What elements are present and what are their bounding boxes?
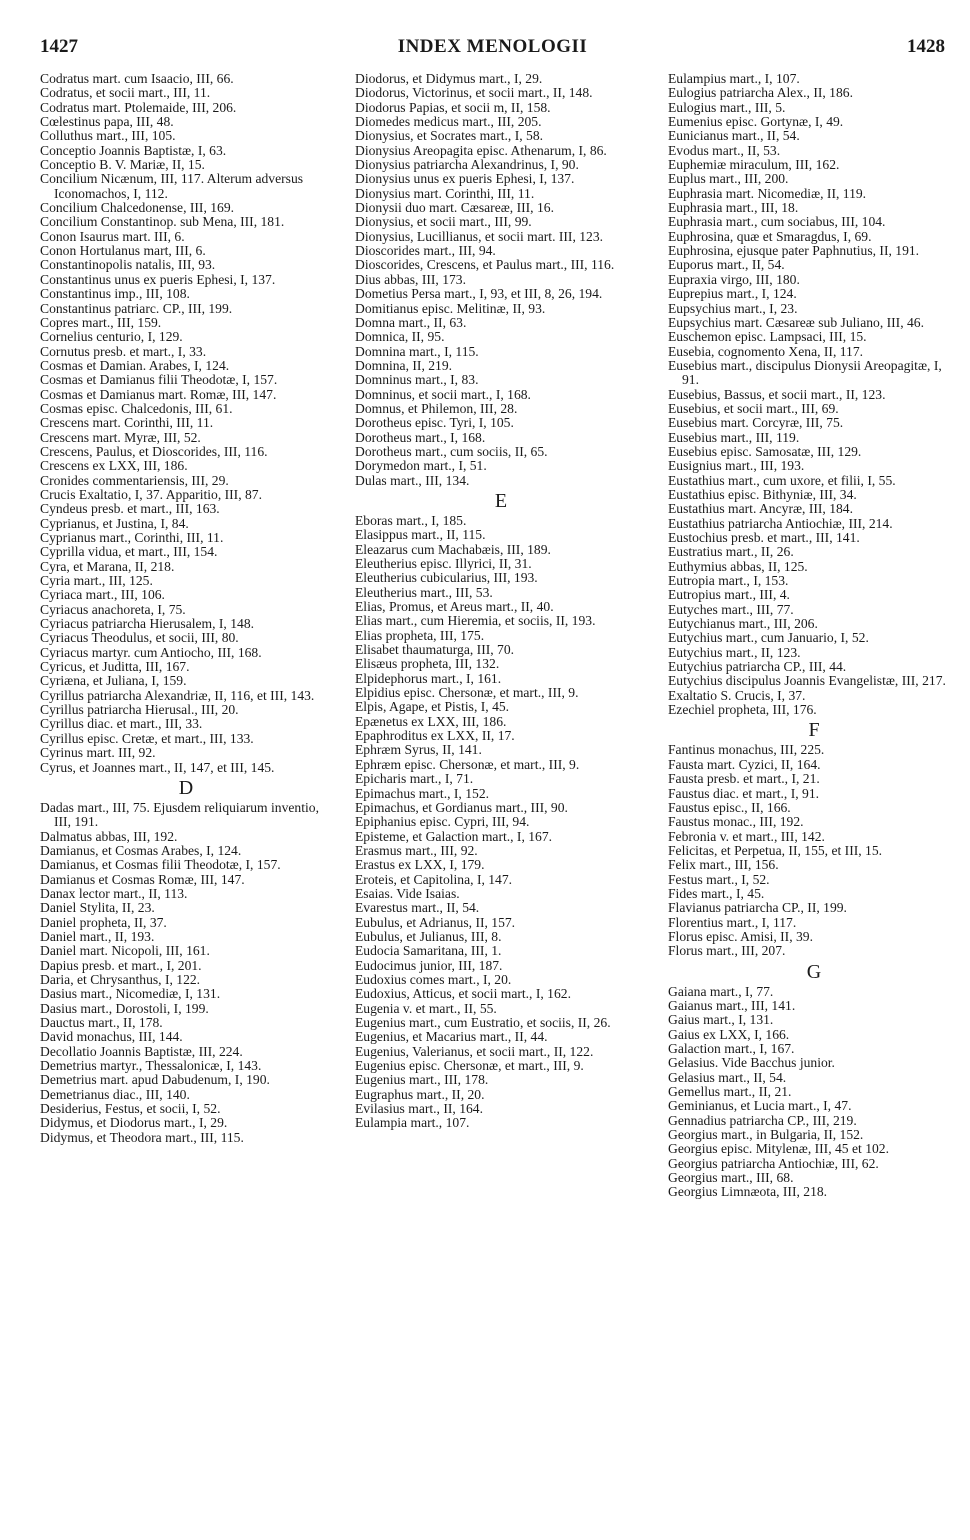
index-entry: Cyra, et Marana, II, 218. xyxy=(40,558,175,574)
index-entry: Cyrillus patriarcha Hierusal., III, 20. xyxy=(40,702,239,718)
index-entry: Evodus mart., II, 53. xyxy=(668,142,781,158)
index-entry: Dionysii duo mart. Cæsareæ, III, 16. xyxy=(355,200,554,216)
index-entry: Elias, Promus, et Areus mart., II, 40. xyxy=(355,599,554,615)
index-entry: Daniel mart. Nicopoli, III, 161. xyxy=(40,943,210,959)
index-entry: Eulampia mart., 107. xyxy=(355,1115,470,1131)
index-entry: Eleutherius episc. Illyrici, II, 31. xyxy=(355,556,532,571)
index-entry: Eubulus, et Julianus, III, 8. xyxy=(355,928,502,944)
index-entry: Gaiana mart., I, 77. xyxy=(668,983,774,999)
index-entry: Florus episc. Amisi, II, 39. xyxy=(668,928,813,944)
index-entry: Domnina, II, 219. xyxy=(355,357,453,373)
index-entry: Georgius patriarcha Antiochiæ, III, 62. xyxy=(668,1155,879,1171)
index-entry: Conon Hortulanus mart, III, 6. xyxy=(40,243,206,259)
index-entry: Felix mart., III, 156. xyxy=(668,857,779,873)
index-entry: Eusignius mart., III, 193. xyxy=(668,458,805,474)
index-entry: Ephræm episc. Chersonæ, et mart., III, 9. xyxy=(355,756,580,772)
index-entry: Eutychius discipulus Joannis Evangelistæ, III, 217. xyxy=(668,673,946,689)
index-entry: Concilium Chalcedonense, III, 169. xyxy=(40,200,235,216)
page-number-left: 1427 xyxy=(40,36,78,57)
index-entry: Euthymius abbas, II, 125. xyxy=(668,558,808,574)
index-entry: Cyprianus, et Justina, I, 84. xyxy=(40,515,189,531)
index-entry: Dauctus mart., II, 178. xyxy=(40,1015,163,1030)
index-entry: Dapius presb. et mart., I, 201. xyxy=(40,957,202,973)
index-entry: Concilium Constantinop. sub Mena, III, 181. xyxy=(40,214,285,230)
index-entry: Daniel mart., II, 193. xyxy=(40,928,155,944)
index-entry: Eudocia Samaritana, III, 1. xyxy=(355,943,502,959)
index-entry: Constantinus unus ex pueris Ephesi, I, 137. xyxy=(40,271,276,287)
index-entry: Epimachus mart., I, 152. xyxy=(355,785,490,801)
index-entry: Eudocimus junior, III, 187. xyxy=(355,957,503,973)
index-entry: Euphemiæ miraculum, III, 162. xyxy=(668,157,840,173)
index-entry: Cyrillus patriarcha Alexandriæ, II, 116, et III, 143. xyxy=(40,687,315,703)
running-title: INDEX MENOLOGII xyxy=(397,36,588,57)
index-entry: Euporus mart., II, 54. xyxy=(668,257,785,273)
index-entry: Copres mart., III, 159. xyxy=(40,314,162,330)
index-column-1 xyxy=(40,72,332,1145)
index-entry: Faustus episc., II, 166. xyxy=(668,799,791,815)
index-entry: Ezechiel propheta, III, 176. xyxy=(668,702,817,718)
index-entry: Epænetus ex LXX, III, 186. xyxy=(355,713,507,729)
index-entry: Evilasius mart., II, 164. xyxy=(355,1101,483,1117)
index-entry: Eugenius, Valerianus, et socii mart., II, 122. xyxy=(355,1043,594,1059)
index-entry: Domnina mart., I, 115. xyxy=(355,343,479,359)
index-entry: Euprepius mart., I, 124. xyxy=(668,286,797,302)
index-entry: Cosmas episc. Chalcedonis, III, 61. xyxy=(40,400,233,416)
index-entry: Cyrillus diac. et mart., III, 33. xyxy=(40,716,203,732)
index-entry: Elpidius episc. Chersonæ, et mart., III, 9. xyxy=(355,685,579,701)
index-entry: Dionysius unus ex pueris Ephesi, I, 137. xyxy=(355,171,575,187)
index-entry: Georgius mart., in Bulgaria, II, 152. xyxy=(668,1127,864,1143)
index-entry: Cyriacus Theodulus, et socii, III, 80. xyxy=(40,630,239,646)
index-entry: Cyprilla vidua, et mart., III, 154. xyxy=(40,544,218,560)
index-entry: Eutychianus mart., III, 206. xyxy=(668,616,818,632)
index-entry: Cosmas et Damian. Arabes, I, 124. xyxy=(40,357,230,373)
index-entry: Conceptio B. V. Mariæ, II, 15. xyxy=(40,157,205,173)
index-entry: Dionysius mart. Corinthi, III, 11. xyxy=(355,185,535,201)
index-entry: Gemellus mart., II, 21. xyxy=(668,1084,792,1100)
index-entry: Conceptio Joannis Baptistæ, I, 63. xyxy=(40,142,227,158)
index-entry: Gaius mart., I, 131. xyxy=(668,1012,774,1028)
index-entry: Euphrosina, quæ et Smaragdus, I, 69. xyxy=(668,228,872,244)
index-entry: Eleazarus cum Machabæis, III, 189. xyxy=(355,541,551,557)
index-entry: Danax lector mart., II, 113. xyxy=(40,885,188,901)
index-entry: Conon Isaurus mart. III, 6. xyxy=(40,228,185,244)
index-entry: Dorotheus mart., I, 168. xyxy=(355,429,486,445)
index-entry: Exaltatio S. Crucis, I, 37. xyxy=(668,687,806,703)
index-entry: Eudoxius, Atticus, et socii mart., I, 162. xyxy=(355,986,571,1002)
index-entry: Dometius Persa mart., I, 93, et III, 8, 26, 194. xyxy=(355,286,603,302)
index-entry: Episteme, et Galaction mart., I, 167. xyxy=(355,828,553,844)
index-entry: Flavianus patriarcha CP., II, 199. xyxy=(668,900,847,916)
index-entry: Domna mart., II, 63. xyxy=(355,314,467,330)
index-entry: Eustathius mart., cum uxore, et filii, I, 55. xyxy=(668,472,896,488)
page-header xyxy=(40,36,945,58)
index-entry: Erasmus mart., III, 92. xyxy=(355,842,478,858)
index-entry: Eustochius presb. et mart., III, 141. xyxy=(668,530,860,545)
index-entry: Eustathius mart. Ancyræ, III, 184. xyxy=(668,501,853,517)
index-entry: Eunicianus mart., II, 54. xyxy=(668,128,800,144)
index-entry: Dorotheus mart., cum sociis, II, 65. xyxy=(355,443,548,459)
index-entry: Desiderius, Festus, et socii, I, 52. xyxy=(40,1101,221,1117)
index-entry: Epaphroditus ex LXX, II, 17. xyxy=(355,728,515,744)
index-entry: Elias propheta, III, 175. xyxy=(355,627,485,643)
index-entry: Cyriacus patriarcha Hierusalem, I, 148. xyxy=(40,616,255,632)
index-entry: Gaianus mart., III, 141. xyxy=(668,997,796,1013)
index-entry: Euschemon episc. Lampsaci, III, 15. xyxy=(668,329,867,345)
index-entry: Crucis Exaltatio, I, 37. Apparitio, III, 87. xyxy=(40,486,262,502)
index-entry: Eugenius episc. Chersonæ, et mart., III, 9. xyxy=(355,1058,584,1074)
index-entry: Cyria mart., III, 125. xyxy=(40,573,153,589)
index-entry: Euphrasia mart., cum sociabus, III, 104. xyxy=(668,214,886,230)
index-entry: Eugenius mart., III, 178. xyxy=(355,1072,489,1088)
index-entry: Cœlestinus papa, III, 48. xyxy=(40,114,174,130)
index-entry: Evarestus mart., II, 54. xyxy=(355,900,480,916)
index-entry: Dasius mart., Dorostoli, I, 199. xyxy=(40,1000,209,1016)
index-entry: Damianus et Cosmas Romæ, III, 147. xyxy=(40,871,245,887)
index-entry: Cosmas et Damianus mart. Romæ, III, 147. xyxy=(40,386,277,402)
index-entry: Dionysius, et socii mart., III, 99. xyxy=(355,214,532,230)
index-entry: Eroteis, et Capitolina, I, 147. xyxy=(355,871,513,887)
index-entry: Eusebius, et socii mart., III, 69. xyxy=(668,400,839,416)
index-entry: Demetrius martyr., Thessalonicæ, I, 143. xyxy=(40,1058,262,1074)
index-entry: Festus mart., I, 52. xyxy=(668,871,770,887)
index-entry: Eupsychius mart. Cæsareæ sub Juliano, III, 46. xyxy=(668,314,924,330)
index-entry: Domninus, et socii mart., I, 168. xyxy=(355,386,531,402)
index-entry: Elisabet thaumaturga, III, 70. xyxy=(355,642,515,658)
index-entry: Ephræm Syrus, II, 141. xyxy=(355,742,482,758)
index-entry: Erastus ex LXX, I, 179. xyxy=(355,857,485,873)
index-entry: Georgius episc. Mitylenæ, III, 45 et 102. xyxy=(668,1141,889,1157)
index-entry: Diodorus, Victorinus, et socii mart., II, 148. xyxy=(355,85,593,101)
index-entry: Euplus mart., III, 200. xyxy=(668,171,789,187)
index-entry: Eboras mart., I, 185. xyxy=(355,512,467,528)
index-entry: Dorymedon mart., I, 51. xyxy=(355,458,487,474)
index-entry: Eutychius mart., cum Januario, I, 52. xyxy=(668,630,869,646)
index-entry: Dionysius Areopagita episc. Athenarum, I, 86. xyxy=(355,142,607,158)
index-entry: Dalmatus abbas, III, 192. xyxy=(40,828,178,844)
index-entry: Eustathius episc. Bithyniæ, III, 34. xyxy=(668,486,857,502)
index-entry: Geminianus, et Lucia mart., I, 47. xyxy=(668,1098,852,1114)
index-entry: Codratus mart. cum Isaacio, III, 66. xyxy=(40,71,234,86)
index-entry: Demetrius mart. apud Dabudenum, I, 190. xyxy=(40,1072,270,1088)
index-entry: Eugenius, et Macarius mart., II, 44. xyxy=(355,1029,548,1045)
index-entry: Cyrillus episc. Cretæ, et mart., III, 133. xyxy=(40,730,254,746)
index-entry: Eusebius mart., discipulus Dionysii Areopagitæ, I, 91. xyxy=(668,357,942,388)
index-entry: Eleutherius cubicularius, III, 193. xyxy=(355,570,538,586)
index-entry: Eutropia mart., I, 153. xyxy=(668,573,789,589)
index-entry: Domitianus episc. Melitinæ, II, 93. xyxy=(355,300,546,316)
index-entry: Concilium Nicænum, III, 117. Alterum adversus Iconomachos, I, 112. xyxy=(40,171,304,201)
index-entry: Elasippus mart., II, 115. xyxy=(355,527,486,543)
index-entry: Epiphanius episc. Cypri, III, 94. xyxy=(355,814,530,830)
index-entry: Epimachus, et Gordianus mart., III, 90. xyxy=(355,799,568,815)
index-entry: Fausta presb. et mart., I, 21. xyxy=(668,771,820,787)
index-entry: Faustus diac. et mart., I, 91. xyxy=(668,785,820,801)
index-entry: Dorotheus episc. Tyri, I, 105. xyxy=(355,415,514,431)
index-entry: Diodorus Papias, et socii m, II, 158. xyxy=(355,99,551,115)
index-entry: Dionysius, Lucillianus, et socii mart. III, 123. xyxy=(355,228,604,244)
index-entry: Colluthus mart., III, 105. xyxy=(40,128,176,144)
index-entry: Dulas mart., III, 134. xyxy=(355,472,470,488)
index-entry: Dadas mart., III, 75. Ejusdem reliquiarum inventio, III, 191. xyxy=(40,799,319,830)
index-entry: Faustus monac., III, 192. xyxy=(668,814,804,830)
index-entry: Damianus, et Cosmas Arabes, I, 124. xyxy=(40,842,242,858)
index-entry: Daria, et Chrysanthus, I, 122. xyxy=(40,971,201,987)
index-entry: Didymus, et Diodorus mart., I, 29. xyxy=(40,1115,228,1131)
section-letter: G xyxy=(806,960,822,983)
index-entry: Cyricus, et Juditta, III, 167. xyxy=(40,659,190,675)
page-number-right: 1428 xyxy=(907,36,945,57)
index-entry: Epicharis mart., I, 71. xyxy=(355,771,474,787)
index-entry: Galaction mart., I, 167. xyxy=(668,1041,795,1056)
index-entry: Eutychius patriarcha CP., III, 44. xyxy=(668,659,847,675)
index-entry: Elpis, Agape, et Pistis, I, 45. xyxy=(355,699,510,715)
index-entry: Diodorus, et Didymus mart., I, 29. xyxy=(355,71,543,86)
index-entry: Florus mart., III, 207. xyxy=(668,943,786,959)
index-entry: Constantinopolis natalis, III, 93. xyxy=(40,257,216,273)
index-entry: Cosmas et Damianus filii Theodotæ, I, 157. xyxy=(40,372,278,388)
index-entry: Cyrinus mart. III, 92. xyxy=(40,745,156,761)
index-entry: Domnica, II, 95. xyxy=(355,329,445,345)
index-entry: Domninus mart., I, 83. xyxy=(355,372,479,388)
index-entry: Cyriacus anachoreta, I, 75. xyxy=(40,601,186,617)
index-entry: David monachus, III, 144. xyxy=(40,1029,183,1045)
index-entry: Constantinus imp., III, 108. xyxy=(40,286,190,302)
index-entry: Dasius mart., Nicomediæ, I, 131. xyxy=(40,986,221,1002)
index-entry: Eulogius mart., III, 5. xyxy=(668,99,786,115)
index-entry: Damianus, et Cosmas filii Theodotæ, I, 157. xyxy=(40,857,281,873)
index-column-3 xyxy=(668,72,960,1200)
index-entry: Diomedes medicus mart., III, 205. xyxy=(355,114,542,130)
index-entry: Eudoxius comes mart., I, 20. xyxy=(355,971,512,987)
index-entry: Codratus, et socii mart., III, 11. xyxy=(40,85,211,101)
section-letter: D xyxy=(178,776,194,799)
index-entry: Cyprianus mart., Corinthi, III, 11. xyxy=(40,530,224,545)
index-entry: Eusebius mart., III, 119. xyxy=(668,429,800,445)
index-entry: Gennadius patriarcha CP., III, 219. xyxy=(668,1112,857,1128)
index-entry: Gelasius. Vide Bacchus junior. xyxy=(668,1055,835,1071)
index-entry: Elpidephorus mart., I, 161. xyxy=(355,670,502,686)
index-entry: Eutropius mart., III, 4. xyxy=(668,587,790,603)
index-entry: Dionysius patriarcha Alexandrinus, I, 90. xyxy=(355,157,579,173)
index-entry: Dioscorides mart., III, 94. xyxy=(355,243,496,259)
index-entry: Crescens mart. Corinthi, III, 11. xyxy=(40,415,214,431)
index-entry: Fausta mart. Cyzici, II, 164. xyxy=(668,756,821,772)
index-entry: Daniel Stylita, II, 23. xyxy=(40,900,155,916)
index-entry: Esaias. Vide Isaias. xyxy=(355,885,460,901)
index-entry: Gelasius mart., II, 54. xyxy=(668,1069,787,1085)
index-entry: Codratus mart. Ptolemaide, III, 206. xyxy=(40,99,237,115)
index-entry: Daniel propheta, II, 37. xyxy=(40,914,167,930)
index-entry: Eutyches mart., III, 77. xyxy=(668,601,794,617)
index-entry: Eupsychius mart., I, 23. xyxy=(668,300,798,316)
index-entry: Euphrasia mart., III, 18. xyxy=(668,200,799,216)
index-entry: Decollatio Joannis Baptistæ, III, 224. xyxy=(40,1043,243,1059)
index-entry: Eleutherius mart., III, 53. xyxy=(355,584,493,600)
index-entry: Eupraxia virgo, III, 180. xyxy=(668,271,800,287)
index-entry: Eulogius patriarcha Alex., II, 186. xyxy=(668,85,853,101)
index-entry: Eubulus, et Adrianus, II, 157. xyxy=(355,914,516,930)
section-letter: E xyxy=(494,489,508,512)
index-entry: Eusebius, Bassus, et socii mart., II, 123. xyxy=(668,386,886,402)
index-column-2 xyxy=(355,72,647,1131)
index-entry: Cyndeus presb. et mart., III, 163. xyxy=(40,501,220,517)
index-entry: Crescens, Paulus, et Dioscorides, III, 116. xyxy=(40,443,268,459)
index-entry: Elisæus propheta, III, 132. xyxy=(355,656,500,672)
index-entry: Eumenius episc. Gortynæ, I, 49. xyxy=(668,114,844,130)
index-entry: Eugraphus mart., II, 20. xyxy=(355,1086,485,1102)
index-entry: Crescens mart. Myræ, III, 52. xyxy=(40,429,201,445)
index-entry: Gaius ex LXX, I, 166. xyxy=(668,1026,790,1042)
index-entry: Euphrosina, ejusque pater Paphnutius, II, 191. xyxy=(668,243,920,259)
index-entry: Euphrasia mart. Nicomediæ, II, 119. xyxy=(668,185,867,201)
index-entry: Fantinus monachus, III, 225. xyxy=(668,742,825,758)
index-entry: Constantinus patriarc. CP., III, 199. xyxy=(40,300,233,316)
index-entry: Eusebius mart. Corcyræ, III, 75. xyxy=(668,415,844,431)
index-entry: Georgius mart., III, 68. xyxy=(668,1170,794,1186)
index-entry: Elias mart., cum Hieremia, et sociis, II, 193. xyxy=(355,613,596,629)
index-entry: Fides mart., I, 45. xyxy=(668,885,765,901)
index-entry: Cronides commentariensis, III, 29. xyxy=(40,472,229,488)
section-letter: F xyxy=(808,719,820,742)
index-entry: Georgius Limnæota, III, 218. xyxy=(668,1184,828,1200)
index-entry: Dionysius, et Socrates mart., I, 58. xyxy=(355,128,544,144)
index-entry: Eulampius mart., I, 107. xyxy=(668,71,800,86)
index-entry: Cyrus, et Joannes mart., II, 147, et III, 145. xyxy=(40,759,275,775)
index-entry: Eugenius mart., cum Eustratio, et sociis, II, 26. xyxy=(355,1015,611,1030)
index-entry: Dioscorides, Crescens, et Paulus mart., III, 116. xyxy=(355,257,615,273)
index-entry: Dius abbas, III, 173. xyxy=(355,271,466,287)
index-entry: Didymus, et Theodora mart., III, 115. xyxy=(40,1129,244,1145)
index-entry: Cyriaca mart., III, 106. xyxy=(40,587,165,603)
index-entry: Cyriæna, et Juliana, I, 159. xyxy=(40,673,187,689)
index-entry: Eutychius mart., II, 123. xyxy=(668,644,801,660)
index-entry: Cyriacus martyr. cum Antiocho, III, 168. xyxy=(40,644,262,660)
index-entry: Eustathius patriarcha Antiochiæ, III, 214. xyxy=(668,515,893,531)
index-entry: Febronia v. et mart., III, 142. xyxy=(668,828,825,844)
index-entry: Demetrianus diac., III, 140. xyxy=(40,1086,190,1102)
index-entry: Eugenia v. et mart., II, 55. xyxy=(355,1000,497,1016)
index-entry: Domnus, et Philemon, III, 28. xyxy=(355,400,518,416)
index-entry: Felicitas, et Perpetua, II, 155, et III, 15. xyxy=(668,842,883,858)
index-entry: Crescens ex LXX, III, 186. xyxy=(40,458,188,474)
index-entry: Eusebius episc. Samosatæ, III, 129. xyxy=(668,443,862,459)
index-entry: Eustratius mart., II, 26. xyxy=(668,544,794,560)
index-entry: Florentius mart., I, 117. xyxy=(668,914,797,930)
index-entry: Cornutus presb. et mart., I, 33. xyxy=(40,343,207,359)
index-entry: Eusebia, cognomento Xena, II, 117. xyxy=(668,343,864,359)
index-entry: Cornelius centurio, I, 129. xyxy=(40,329,183,345)
